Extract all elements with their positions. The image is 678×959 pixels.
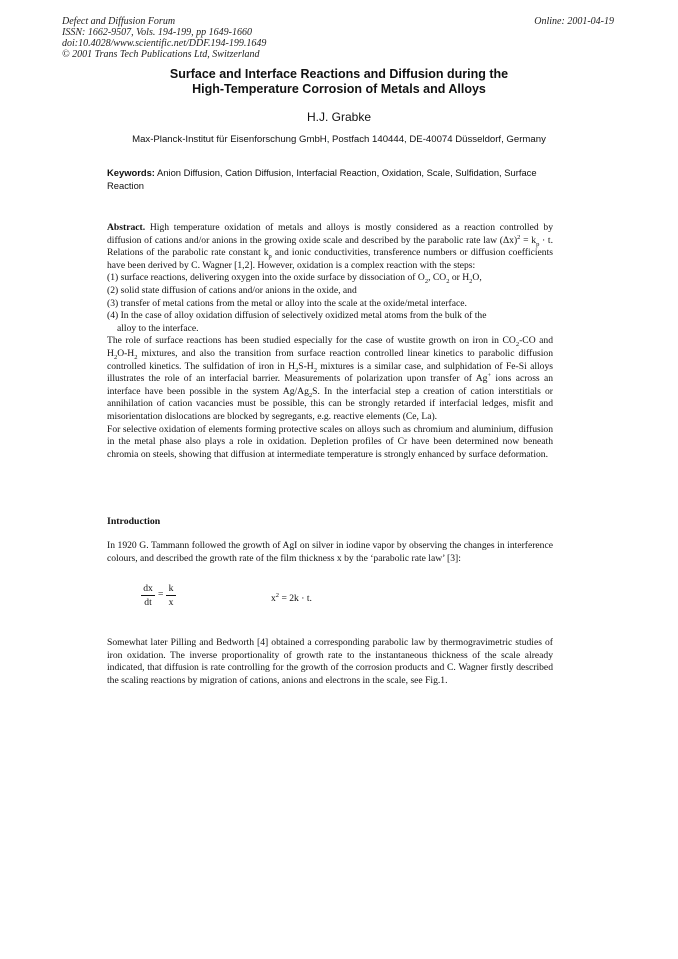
- subscript: 2: [446, 278, 450, 286]
- online-date: Online: 2001-04-19: [534, 16, 614, 27]
- denominator: dt: [144, 597, 152, 608]
- step-3: (3) transfer of metal cations from the metal or alloy into the scale at the oxide/metal interface.: [107, 297, 467, 309]
- doi-line: doi:10.4028/www.scientific.net/DDF.194-199.1649: [62, 38, 267, 49]
- subscript: 2: [515, 341, 520, 349]
- text-run: ions across an interface have been possible in the system Ag/Ag: [107, 373, 554, 397]
- subscript: 2: [424, 278, 429, 286]
- title-line-2: High-Temperature Corrosion of Metals and Alloys: [192, 82, 486, 96]
- equation-integrated: [271, 593, 312, 604]
- text-run: The role of surface reactions has been studied especially for the case of wustite growth on iron in CO: [107, 335, 516, 347]
- superscript: 2: [275, 591, 280, 599]
- introduction-paragraph-2: [107, 637, 553, 687]
- step-1: [107, 272, 553, 285]
- fraction-bar: [141, 595, 155, 596]
- numerator: k: [168, 583, 174, 594]
- abstract: [107, 222, 553, 461]
- text-run: (1) surface reactions, delivering oxygen into the oxide surface by dissociation of O: [107, 272, 425, 284]
- text-run: S-H: [298, 360, 314, 372]
- equals-sign: =: [158, 589, 164, 600]
- text-run: High temperature oxidation of metals and alloys is mostly considered as a reaction controlled by diffusion of cations and/or anions in the growing oxide scale and described by the parabolic rate law (Δx): [107, 222, 553, 246]
- text-run: -CO and H: [107, 335, 554, 359]
- text-run: = k: [520, 234, 537, 246]
- step-4-continued: alloy to the interface.: [117, 322, 199, 334]
- subscript: 2: [113, 353, 118, 361]
- subscript: p: [268, 253, 272, 261]
- paper-title: [100, 67, 578, 97]
- paragraph-text: Somewhat later Pilling and Bedworth [4] obtained a corresponding parabolic law by thermogravimetric studies of iron oxidation. The inverse proportionality of growth rate to the instantaneous thickness of the scale already indicated, that diffusion is rate controlling for the growth of the corrosion products and C. Wagner firstly described the scaling reactions by migration of cations, anions and electrons in the scale, see Fig.1.: [107, 637, 553, 686]
- text-run: , CO: [428, 272, 447, 284]
- keywords: [107, 166, 567, 192]
- fraction-right: [166, 583, 176, 608]
- text-run: O,: [472, 272, 482, 284]
- paragraph-text: In 1920 G. Tammann followed the growth of AgI on silver in iodine vapor by observing the changes in interference colours, and described the growth rate of the film thickness x by the ‘parabolic rate law’ [3]:: [107, 540, 553, 564]
- text-run: = 2k · t.: [279, 593, 312, 604]
- denominator: x: [168, 597, 174, 608]
- introduction-paragraph-1: [107, 540, 553, 565]
- text-run: x: [271, 593, 276, 604]
- text-run: S. In the interfacial step a creation of cation interstitials or annihilation of cation vacancies must be possible, this can be strongly retarded if interfacial ledges, misfit and misorientation dislocations are blocked by segregants, e.g. reactive elements (Ce, La).: [107, 385, 553, 422]
- text-run: and ionic conductivities, transference numbers or diffusion coefficients have been derived by C. Wagner [1,2]. However, oxidation is a complex reaction with the steps:: [107, 247, 553, 271]
- numerator: dx: [143, 583, 153, 594]
- affiliation: Max-Planck-Institut für Eisenforschung GmbH, Postfach 140444, DE-40074 Düsseldorf, Germany: [132, 134, 546, 145]
- text-run: mixtures, and also the transition from surface reaction controlled linear kinetics to parabolic diffusion controlled kinetics. The sulfidation of iron in H: [107, 347, 553, 372]
- subscript: 2: [134, 353, 138, 361]
- subscript: 2: [295, 366, 299, 374]
- issn-line: ISSN: 1662-9507, Vols. 194-199, pp 1649-1660: [62, 27, 252, 38]
- text-run: · t. Relations of the parabolic rate constant k: [107, 234, 553, 259]
- fraction-bar: [166, 595, 176, 596]
- keywords-text: Anion Diffusion, Cation Diffusion, Interfacial Reaction, Oxidation, Scale, Sulfidation, Surface Reaction: [107, 167, 537, 191]
- superscript: 2: [517, 233, 521, 241]
- journal-name: Defect and Diffusion Forum: [62, 16, 176, 27]
- subscript: 2: [313, 366, 317, 374]
- step-4: (4) In the case of alloy oxidation diffusion of selectively oxidized metal atoms from the bulk of the: [107, 310, 487, 322]
- text-run: mixtures is a similar case, and sulphidation of Fe-Si alloys illustrates the role of an interfacial barrier. Measurements of polarization upon transfer of Ag: [107, 360, 553, 385]
- subscript: p: [536, 240, 540, 248]
- section-heading-introduction: Introduction: [107, 516, 161, 527]
- author-name: H.J. Grabke: [306, 110, 372, 124]
- fraction-left: [141, 583, 155, 608]
- text-run: or H: [449, 272, 470, 284]
- abstract-paragraph-2: [107, 335, 553, 423]
- abstract-paragraph-3: For selective oxidation of elements forming protective scales on alloys such as chromium and aluminium, diffusion in the metal phase also plays a role in oxidation. Depletion profiles of Cr have been determined now beneath chromia on steels, showing that diffusion at intermediate temperature is strongly enhanced by surface deformation.: [107, 423, 553, 460]
- step-2: (2) solid state diffusion of cations and/or anions in the oxide, and: [107, 284, 357, 296]
- subscript: 2: [308, 391, 313, 399]
- keywords-label: Keywords:: [107, 167, 155, 178]
- subscript: 2: [469, 278, 473, 286]
- superscript: +: [487, 371, 492, 379]
- copyright-line: © 2001 Trans Tech Publications Ltd, Switzerland: [62, 49, 260, 60]
- abstract-paragraph-1: [107, 222, 553, 272]
- abstract-label: Abstract.: [107, 222, 146, 233]
- journal-header: [62, 16, 266, 60]
- text-run: O-H: [117, 347, 135, 359]
- title-line-1: Surface and Interface Reactions and Diffusion during the: [169, 67, 509, 81]
